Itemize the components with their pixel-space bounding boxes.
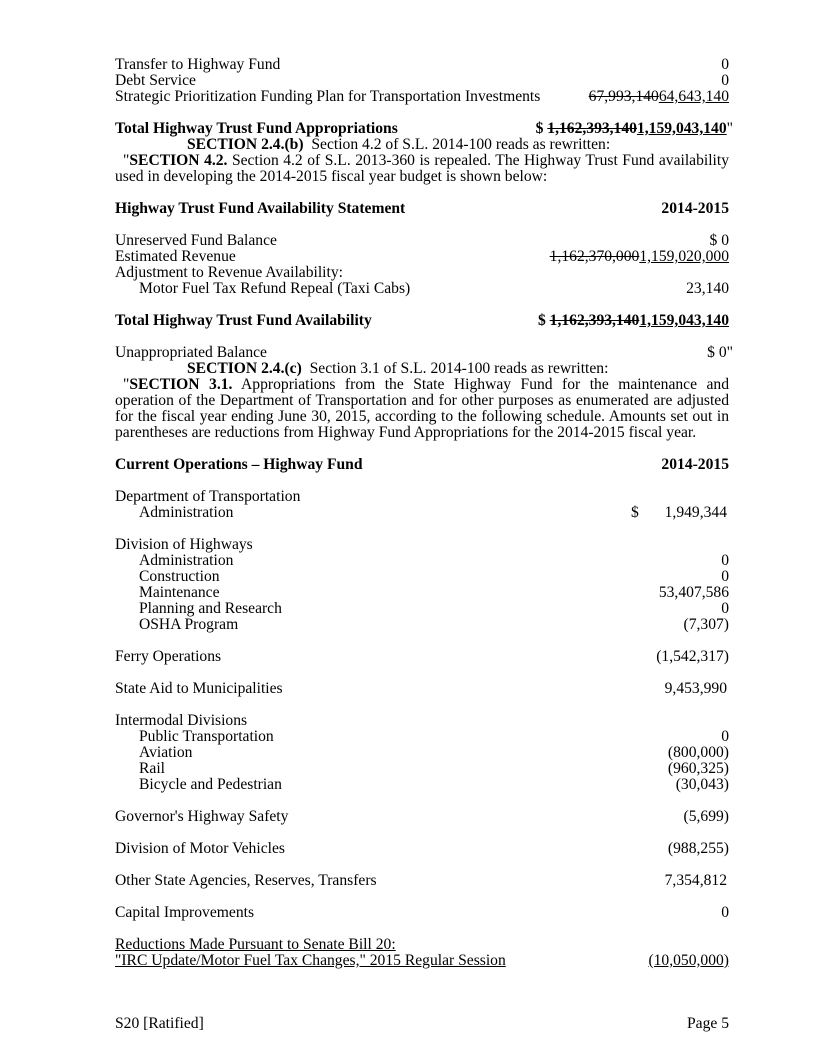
row-label: Maintenance <box>139 584 220 601</box>
section-text: Section 4.2 of S.L. 2013-360 is repealed. The Highway Trust Fund availability used in developing the 2014-2015 fiscal year budget is shown below: <box>115 152 729 185</box>
row-highways-osha <box>115 617 729 633</box>
row-value: 9,453,990 <box>664 680 727 697</box>
row-value: (988,255) <box>667 840 729 857</box>
row-label: Bicycle and Pedestrian <box>139 776 282 793</box>
row-label: Total Highway Trust Fund Availability <box>115 312 372 329</box>
row-label: Planning and Research <box>139 600 282 617</box>
row-value: 53,407,586 <box>658 584 729 601</box>
section-text: Section 4.2 of S.L. 2014-100 reads as rewritten: <box>303 136 611 153</box>
row-dot-administration <box>115 505 729 521</box>
row-label: Unreserved Fund Balance <box>115 232 277 249</box>
row-label: Motor Fuel Tax Refund Repeal (Taxi Cabs) <box>139 280 411 297</box>
row-label: Other State Agencies, Reserves, Transfers <box>115 872 377 889</box>
row-value <box>550 249 729 265</box>
row-value <box>589 89 729 105</box>
row-label: Adjustment to Revenue Availability: <box>115 264 343 281</box>
bill-id: S20 [Ratified] <box>115 1015 204 1032</box>
row-reductions-heading <box>115 937 729 953</box>
group-dot <box>115 489 729 505</box>
row-reductions-sb20 <box>115 953 729 969</box>
row-label: Public Transportation <box>139 728 274 745</box>
group-label: Division of Highways <box>115 536 253 553</box>
row-value: $ 1,162,393,1401,159,043,140 <box>537 312 729 329</box>
group-label: Intermodal Divisions <box>115 712 248 729</box>
struck-old-value: 1,162,393,140 <box>549 312 640 329</box>
section-2-4-c <box>115 361 729 377</box>
row-label: Governor's Highway Safety <box>115 808 289 825</box>
row-label: Administration <box>139 504 234 521</box>
availability-header <box>115 201 729 217</box>
row-total-availability <box>115 313 729 329</box>
row-value: 0 <box>721 56 729 73</box>
group-intermodal <box>115 713 729 729</box>
table-heading: Current Operations – Highway Fund <box>115 456 363 473</box>
row-total-appropriations <box>115 120 733 137</box>
row-label: OSHA Program <box>139 616 239 633</box>
row-debt-service <box>115 73 729 89</box>
row-label: Transfer to Highway Fund <box>115 56 281 73</box>
row-value: 0 <box>721 728 729 745</box>
row-unappropriated-balance <box>115 344 733 361</box>
row-label: Rail <box>139 760 165 777</box>
row-value: $ 0" <box>707 344 733 361</box>
row-value: (800,000) <box>667 744 729 761</box>
row-value: $ 1,162,393,1401,159,043,140" <box>535 120 733 137</box>
row-value: 0 <box>721 72 729 89</box>
section-text: Appropriations from the State Highway Fund for the maintenance and operation of the Department of Transportation and for other purposes as enumerated are adjusted for the fiscal year ending June 30, 2015, according to the following schedule. Amounts set out in parentheses are reductions from Highway Fund Appropriations for the 2014-2015 fiscal year. <box>115 376 729 441</box>
struck-old-value: 1,162,370,000 <box>549 248 640 265</box>
row-bicycle-pedestrian <box>115 777 729 793</box>
row-label: Unappropriated Balance <box>115 344 267 361</box>
row-unreserved-balance <box>115 233 729 249</box>
row-highways-maintenance <box>115 585 729 601</box>
row-value: $ 0 <box>709 232 729 249</box>
row-value: 0 <box>721 600 729 617</box>
section-text: Section 3.1 of S.L. 2014-100 reads as rewritten: <box>301 360 609 377</box>
row-motor-vehicles <box>115 841 729 857</box>
row-label: Strategic Prioritization Funding Plan for Transportation Investments <box>115 88 541 105</box>
row-label: "IRC Update/Motor Fuel Tax Changes," 2015 Regular Session <box>115 952 506 969</box>
row-value: (1,542,317) <box>656 648 729 665</box>
section-2-4-b <box>115 137 729 153</box>
new-value: 1,159,043,140 <box>639 312 729 329</box>
row-value: (5,699) <box>683 808 729 825</box>
row-transfer <box>115 57 729 73</box>
row-value: 0 <box>721 568 729 585</box>
row-value: (960,325) <box>667 760 729 777</box>
row-value: 0 <box>721 552 729 569</box>
new-value: 1,159,043,140 <box>636 120 727 137</box>
row-governors-highway-safety <box>115 809 729 825</box>
row-label: Reductions Made Pursuant to Senate Bill 20: <box>115 936 396 953</box>
fiscal-year: 2014-2015 <box>661 456 729 473</box>
row-aviation <box>115 745 729 761</box>
row-value: (7,307) <box>683 616 729 633</box>
document-page <box>115 56 733 969</box>
row-value: (30,043) <box>675 776 729 793</box>
row-value: 0 <box>721 904 729 921</box>
row-value: 7,354,812 <box>664 872 727 889</box>
row-capital-improvements <box>115 905 729 921</box>
row-value: 23,140 <box>686 280 729 297</box>
row-value: $ 1,949,344 <box>631 504 727 521</box>
dollar-sign: $ <box>631 504 639 521</box>
row-label: Ferry Operations <box>115 648 222 665</box>
row-highways-planning <box>115 601 729 617</box>
row-label: Capital Improvements <box>115 904 255 921</box>
section-4-2-paragraph: "SECTION 4.2. Section 4.2 of S.L. 2013-360 is repealed. The Highway Trust Fund availability used in developing the 2014-2015 fiscal year budget is shown below: <box>115 152 729 185</box>
fiscal-year: 2014-2015 <box>661 200 729 217</box>
row-strategic-plan <box>115 89 729 105</box>
row-highways-administration <box>115 553 729 569</box>
row-label: Division of Motor Vehicles <box>115 840 285 857</box>
new-value: 1,159,020,000 <box>639 248 729 265</box>
row-rail <box>115 761 729 777</box>
new-value: 64,643,140 <box>658 88 729 105</box>
row-adjustment <box>115 265 729 281</box>
operations-header <box>115 457 729 473</box>
row-label: Estimated Revenue <box>115 248 236 265</box>
struck-old-value: 1,162,393,140 <box>547 120 637 137</box>
row-motor-fuel-refund <box>115 281 729 297</box>
row-label: Construction <box>139 568 220 585</box>
group-label: Department of Transportation <box>115 488 301 505</box>
row-label: Total Highway Trust Fund Appropriations <box>115 120 398 137</box>
section-heading: SECTION 2.4.(b) <box>187 136 304 153</box>
row-label: Administration <box>139 552 234 569</box>
section-heading: SECTION 4.2. <box>129 152 228 169</box>
row-label: State Aid to Municipalities <box>115 680 283 697</box>
row-public-transportation <box>115 729 729 745</box>
section-3-1-paragraph: "SECTION 3.1. Appropriations from the State Highway Fund for the maintenance and operation of the Department of Transportation and for other purposes as enumerated are adjusted for the fiscal year ending June 30, 2015, according to the following schedule. Amounts set out in parentheses are reductions from Highway Fund Appropriations for the 2014-2015 fiscal year. <box>115 376 729 441</box>
struck-old-value: 67,993,140 <box>588 88 659 105</box>
row-highways-construction <box>115 569 729 585</box>
row-label: Aviation <box>139 744 193 761</box>
row-state-aid <box>115 681 729 697</box>
section-heading: SECTION 2.4.(c) <box>187 360 302 377</box>
row-value: (10,050,000) <box>648 952 729 969</box>
table-heading: Highway Trust Fund Availability Statement <box>115 200 406 217</box>
row-other-agencies <box>115 873 729 889</box>
page-number: Page 5 <box>686 1015 729 1032</box>
page-footer <box>115 1015 729 1033</box>
row-estimated-revenue <box>115 249 729 265</box>
row-label: Debt Service <box>115 72 196 89</box>
row-ferry <box>115 649 729 665</box>
group-highways <box>115 537 729 553</box>
section-heading: SECTION 3.1. <box>129 376 233 393</box>
